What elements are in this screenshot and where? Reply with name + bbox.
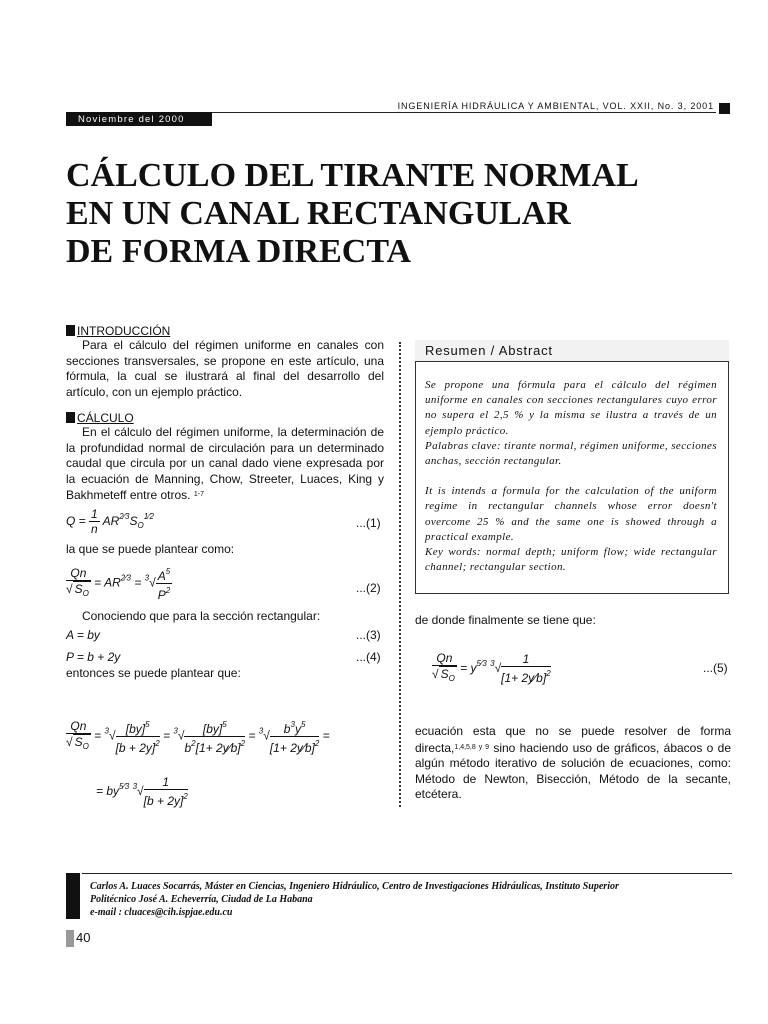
- equation-3-number: ...(3): [356, 628, 381, 642]
- author-line-1: Carlos A. Luaces Socarrás, Máster en Ciencias, Ingeniero Hidráulico, Centro de Investigaciones Hidráulicas, Instituto Superior: [90, 881, 619, 892]
- abstract-en: It is intends a formula for the calculation of the uniform regime in rectangular channels whose error doesn't overcome 25 % and the same one is showed through a practical example.: [425, 485, 717, 543]
- title-line-3: DE FORMA DIRECTA: [66, 233, 412, 270]
- equation-3: A = by: [66, 628, 100, 642]
- page-number-bar: [66, 930, 74, 947]
- calculo-heading: CÁLCULO: [66, 411, 134, 425]
- abstract-es: Se propone una fórmula para el cálculo del régimen uniforme en canales con secciones rectangulares cuyo error no supera el 2,5 % y la misma se ilustra a través de un ejemplo práctico.: [425, 379, 717, 437]
- column-separator: [399, 342, 401, 807]
- equation-5: $\frac{Qn}{√ S_O}$ = $y^{5⁄3}$ $^3$√ $\frac{1}{[1+ 2y⁄b]^2}$: [432, 651, 551, 685]
- equation-1: Q = $\frac{1}{n}$ $AR^{2⁄3}S_O^{1⁄2}$: [66, 507, 154, 536]
- text-seccion-rectangular: Conociendo que para la sección rectangular:: [82, 609, 321, 623]
- text-finalmente: de donde finalmente se tiene que:: [415, 613, 596, 627]
- intro-paragraph: Para el cálculo del régimen uniforme en canales con secciones transversales, se propone en este artículo, una fórmula, la cual se ilustrará al final del desarrollo del artículo, con un ejemplo práctico.: [66, 338, 384, 399]
- title-line-1: CÁLCULO DEL TIRANTE NORMAL: [66, 157, 639, 194]
- calculo-paragraph: En el cálculo del régimen uniforme, la determinación de la profundidad normal de circulación para un determinado caudal que circula por un canal dado viene expresada por la ecuación de Manning, Chow, Streeter, Luaces, King y Bakhmeteff entre otros. $^{1-7}$: [66, 425, 384, 502]
- page-number: 40: [76, 930, 91, 945]
- abstract-en-keywords: Key words: normal depth; uniform flow; wide rectangular channel; rectangular section.: [425, 546, 717, 574]
- equation-2: $\frac{Qn}{√ S_O}$ = $AR^{2⁄3} = ^3√$ $\frac{A^5}{P^2}$: [66, 565, 171, 602]
- author-rule: [82, 873, 732, 874]
- header-square: [719, 103, 730, 114]
- equation-4-number: ...(4): [356, 650, 381, 664]
- equation-derivation: $\frac{Qn}{√ S_O}$ = $^3$√ $\frac{[by]^5}{[b + 2y]^2}$ = $^3$√ $\frac{[by]^5}{b^2[1+ 2y⁄b]^2}$ = $^3$√ $\frac{b^3y^5}{[1+ 2y⁄b]^2}$ =: [66, 718, 330, 755]
- journal-header: INGENIERÍA HIDRÁULICA Y AMBIENTAL, VOL. XXII, No. 3, 2001: [397, 101, 714, 111]
- author-line-2: Politécnico José A. Echeverría, Ciudad de La Habana: [90, 894, 313, 905]
- equation-5-number: ...(5): [703, 661, 728, 675]
- equation-1-number: ...(1): [356, 516, 381, 530]
- title-line-2: EN UN CANAL RECTANGULAR: [66, 195, 571, 232]
- text-plantear: la que se puede plantear como:: [66, 542, 235, 556]
- equation-derivation-2: = $by^{5⁄3}$ $^3$√ $\frac{1}{[b + 2y]^2}$: [96, 775, 188, 808]
- article-title: [66, 157, 639, 271]
- text-ecuacion-directa: ecuación esta que no se puede resolver de forma directa,$^{1,4,5,8 y 9}$ sino haciendo uso de gráficos, ábacos o de algún método iterativo de solución de ecuaciones, como: Método de Newton, Bisección, Método de la secante, etcétera.: [415, 724, 731, 801]
- issue-date: Noviembre del 2000: [78, 114, 185, 125]
- equation-4: P = b + 2y: [66, 650, 121, 664]
- author-info: [90, 880, 720, 919]
- abstract-body: [425, 378, 717, 575]
- equation-2-number: ...(2): [356, 581, 381, 595]
- author-bar: [66, 873, 80, 919]
- abstract-es-keywords: Palabras clave: tirante normal, régimen uniforme, secciones anchas, sección rectangular.: [425, 439, 717, 468]
- author-email: e-mail : cluaces@cih.ispjae.edu.cu: [90, 907, 233, 918]
- intro-heading: INTRODUCCIÓN: [66, 324, 170, 338]
- text-entonces: entonces se puede plantear que:: [66, 666, 241, 680]
- abstract-heading: Resumen / Abstract: [425, 343, 553, 358]
